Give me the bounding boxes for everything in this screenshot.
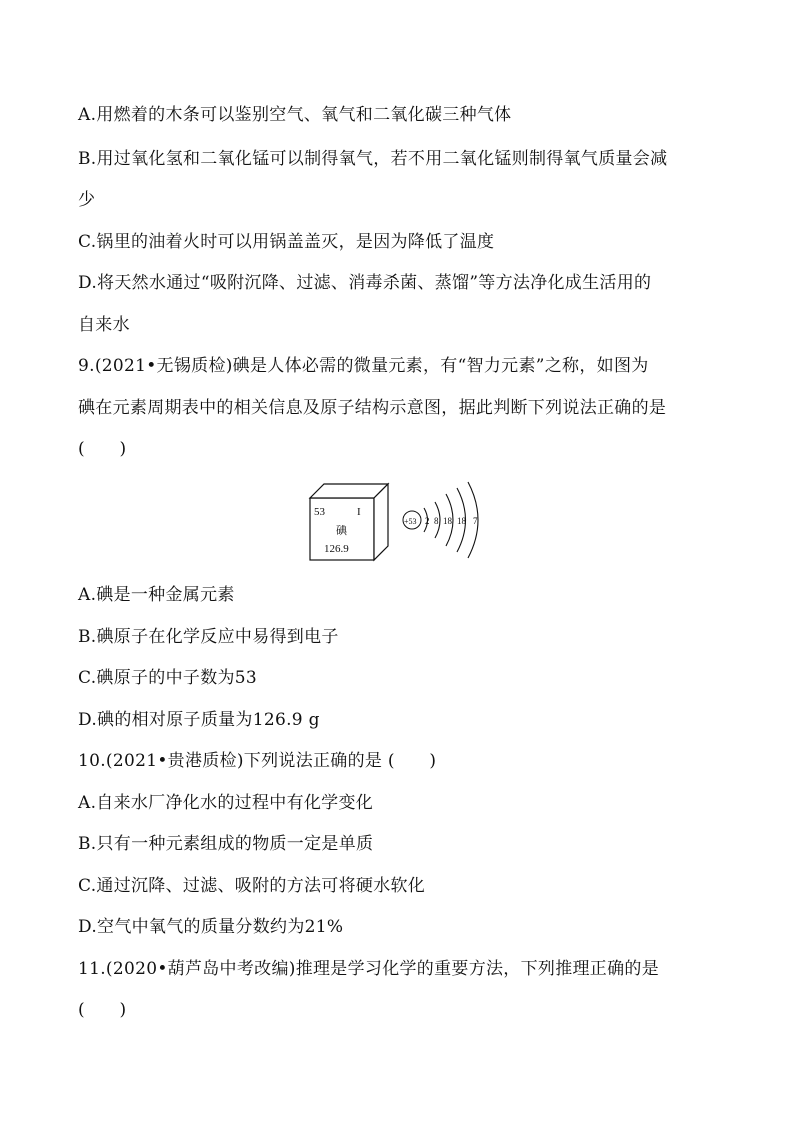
q9-stem-line2: 碘在元素周期表中的相关信息及原子结构示意图，据此判断下列说法正确的是 (78, 398, 667, 418)
shell-electrons: 18 (443, 516, 452, 526)
atomic-number: 53 (314, 506, 325, 518)
q8-option-d-line1: D.将天然水通过“吸附沉降、过滤、消毒杀菌、蒸馏”等方法净化成生活用的 (78, 273, 652, 293)
element-name: 碘 (336, 525, 347, 537)
shell-electrons: 2 (425, 516, 430, 526)
q9-option-b: B.碘原子在化学反应中易得到电子 (78, 627, 339, 647)
nucleus-charge: +53 (404, 517, 417, 526)
q9-option-a: A.碘是一种金属元素 (78, 585, 235, 605)
element-symbol: I (357, 506, 361, 518)
atomic-mass: 126.9 (324, 543, 349, 555)
q8-option-b-line2: 少 (78, 190, 96, 210)
q10-option-b: B.只有一种元素组成的物质一定是单质 (78, 834, 374, 854)
shell-electrons: 18 (457, 516, 466, 526)
q10-option-a: A.自来水厂净化水的过程中有化学变化 (78, 793, 374, 813)
q10-option-c: C.通过沉降、过滤、吸附的方法可将硬水软化 (78, 876, 426, 896)
shell-electrons: 8 (434, 516, 439, 526)
q11-answer-blank: ( ) (78, 1000, 127, 1020)
q9-answer-blank: ( ) (78, 439, 127, 459)
iodine-figure (300, 480, 500, 562)
q9-option-c: C.碘原子的中子数为53 (78, 668, 258, 688)
q11-stem: 11.(2020•葫芦岛中考改编)推理是学习化学的重要方法，下列推理正确的是 (78, 959, 659, 979)
q8-option-d-line2: 自来水 (78, 315, 130, 335)
q8-option-c: C.锅里的油着火时可以用锅盖盖灭，是因为降低了温度 (78, 232, 495, 252)
q8-option-b-line1: B.用过氧化氢和二氧化锰可以制得氧气，若不用二氧化锰则制得氧气质量会减 (78, 149, 668, 169)
q9-option-d: D.碘的相对原子质量为126.9 g (78, 710, 320, 730)
atom-structure-diagram (403, 482, 478, 558)
periodic-table-cell (310, 484, 388, 560)
q10-option-d: D.空气中氧气的质量分数约为21% (78, 917, 344, 937)
shell-electrons: 7 (473, 516, 478, 526)
q10-stem: 10.(2021•贵港质检)下列说法正确的是 ( ) (78, 751, 437, 771)
q8-option-a: A.用燃着的木条可以鉴别空气、氧气和二氧化碳三种气体 (78, 105, 512, 125)
q9-stem-line1: 9.(2021•无锡质检)碘是人体必需的微量元素，有“智力元素”之称，如图为 (78, 356, 649, 376)
